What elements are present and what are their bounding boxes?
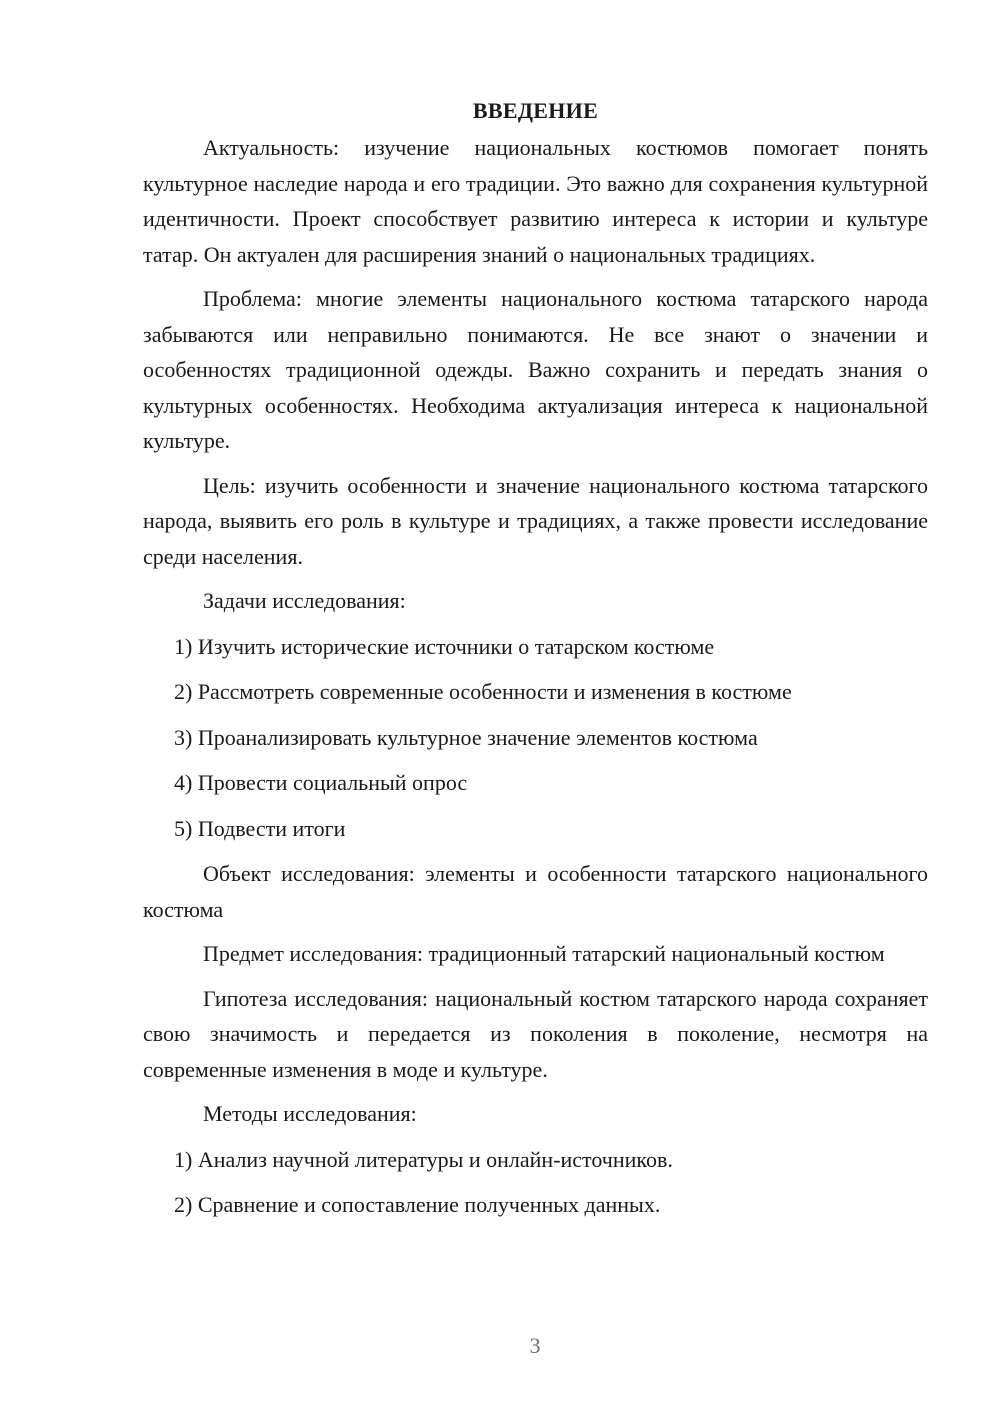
list-item: 5) Подвести итоги: [174, 815, 346, 841]
document-page: [143, 96, 928, 1233]
problem-paragraph: Проблема: многие элементы национального костюма татарского народа забываются или неправильно понимаются. Не все знают о значении и особенностях традиционной одежды. Важно сохранить и передать знания о культурных особенностях. Необходима актуализация интереса к национальной культуре.: [143, 286, 928, 453]
relevance-paragraph: Актуальность: изучение национальных костюмов помогает понять культурное наследие народа и его традиции. Это важно для сохранения культурной идентичности. Проект способствует развитию интереса к истории и культуре татар. Он актуален для расширения знаний о национальных традициях.: [143, 135, 928, 267]
list-item: 2) Сравнение и сопоставление полученных данных.: [174, 1192, 661, 1217]
methods-heading: Методы исследования:: [203, 1101, 417, 1126]
list-item: 1) Анализ научной литературы и онлайн-источников.: [174, 1146, 673, 1172]
page-number: 3: [529, 1333, 541, 1358]
list-item: 2) Рассмотреть современные особенности и изменения в костюме: [174, 679, 792, 704]
list-item: 1) Изучить исторические источники о татарском костюме: [174, 633, 715, 659]
object-paragraph: Объект исследования: элементы и особенности татарского национального костюма: [143, 861, 928, 922]
tasks-list: [143, 629, 928, 847]
list-item: 4) Провести социальный опрос: [174, 770, 468, 795]
list-item: 3) Проанализировать культурное значение элементов костюма: [174, 724, 758, 750]
goal-paragraph: Цель: изучить особенности и значение национального костюма татарского народа, выявить его роль в культуре и традициях, а также провести исследование среди населения.: [143, 472, 928, 569]
methods-list: [143, 1142, 928, 1223]
page-title: ВВЕДЕНИЕ: [472, 98, 599, 123]
subject-paragraph: Предмет исследования: традиционный татарский национальный костюм: [203, 941, 885, 966]
hypothesis-paragraph: Гипотеза исследования: национальный костюм татарского народа сохраняет свою значимость и передается из поколения в поколение, несмотря на современные изменения в моде и культуре.: [143, 985, 928, 1082]
tasks-heading: Задачи исследования:: [203, 588, 406, 613]
